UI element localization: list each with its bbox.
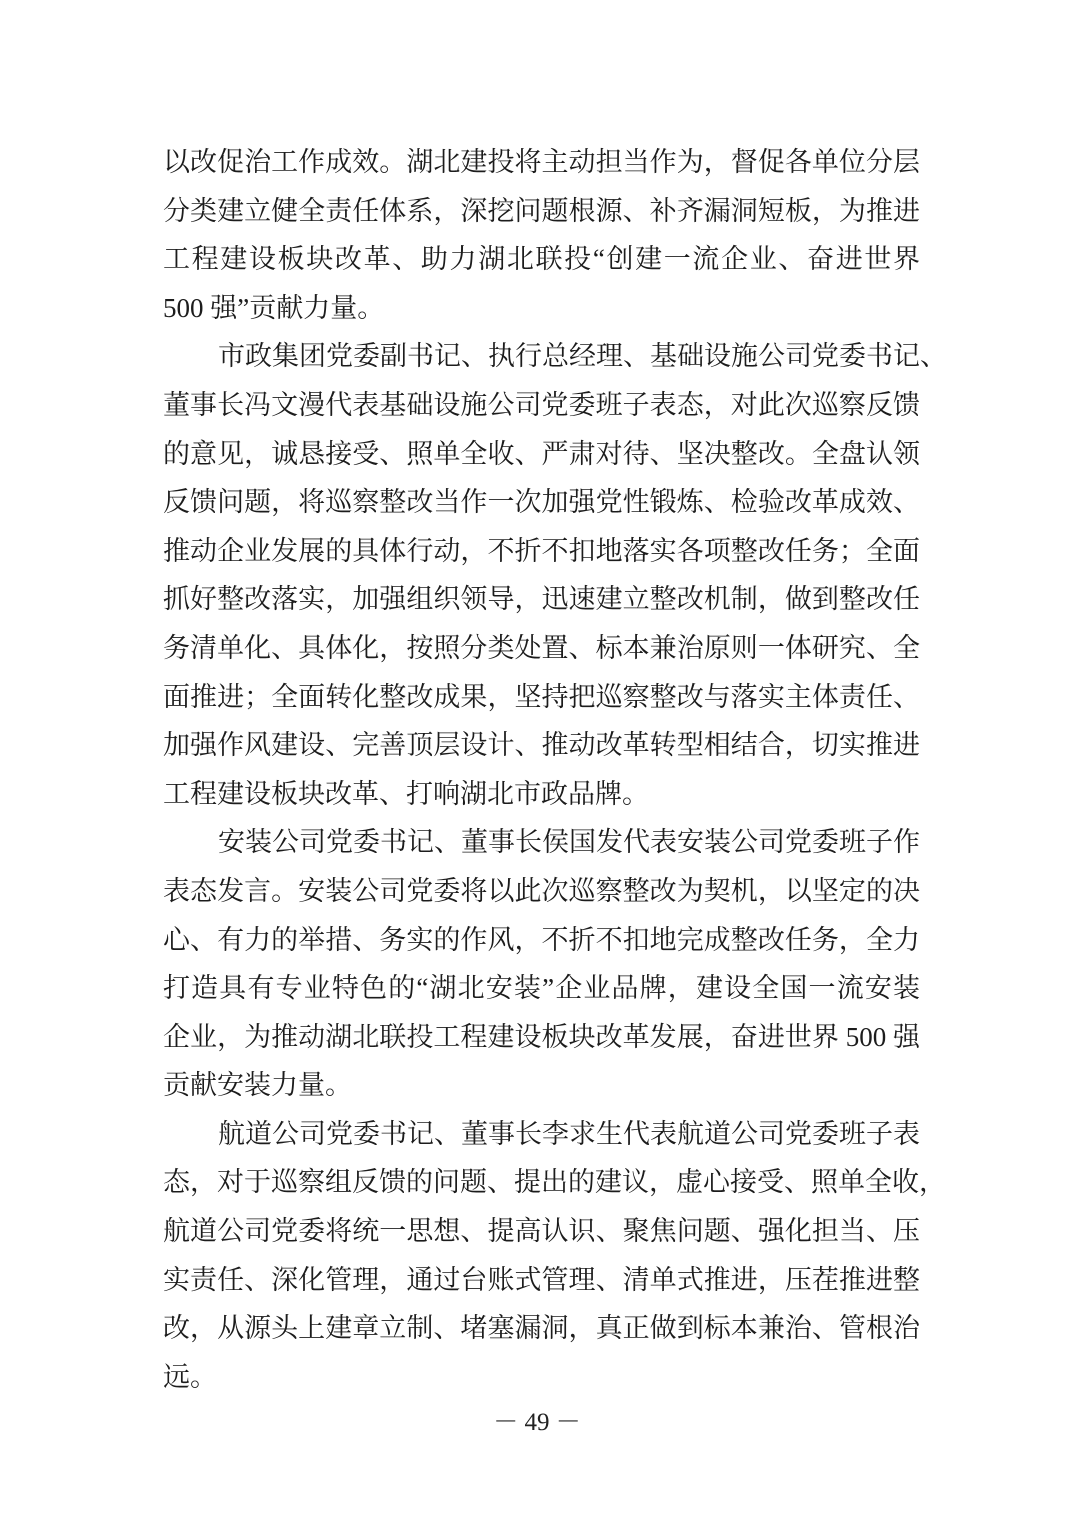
text-line: 改，从源头上建章立制、堵塞漏洞，真正做到标本兼治、管根治 [163,1313,920,1344]
text-line: 心、有力的举措、务实的作风，不折不扣地完成整改任务，全力 [163,924,920,955]
page-number: － 49 － [493,1409,581,1436]
text-line: 加强作风建设、完善顶层设计、推动改革转型相结合，切实推进 [163,730,920,761]
text-line: 以改促治工作成效。湖北建投将主动担当作为，督促各单位分层 [163,147,920,177]
document-body [163,138,947,1401]
text-line: 工程建设板块改革、助力湖北联投“创建一流企业、奋进世界 [163,244,920,275]
text-line: 分类建立健全责任体系，深挖问题根源、补齐漏洞短板，为推进 [163,195,920,226]
text-line: 抓好整改落实，加强组织领导，迅速建立整改机制，做到整改任 [163,584,920,615]
text-line: 面推进；全面转化整改成果，坚持把巡察整改与落实主体责任、 [163,681,920,712]
text-line: 的意见，诚恳接受、照单全收、严肃对待、坚决整改。全盘认领 [163,438,920,469]
text-line: 表态发言。安装公司党委将以此次巡察整改为契机，以坚定的决 [163,875,920,906]
text-line: 企业，为推动湖北联投工程建设板块改革发展，奋进世界 500 强 [163,1021,920,1052]
text-line: 打造具有专业特色的“湖北安装”企业品牌，建设全国一流安装 [163,973,920,1004]
text-line: 市政集团党委副书记、执行总经理、基础设施公司党委书记、 [218,341,947,372]
text-line: 推动企业发展的具体行动，不折不扣地落实各项整改任务；全面 [163,535,920,566]
text-line: 工程建设板块改革、打响湖北市政品牌。 [163,778,649,809]
text-line: 务清单化、具体化，按照分类处置、标本兼治原则一体研究、全 [163,632,920,663]
text-line: 航道公司党委将统一思想、提高认识、聚焦问题、强化担当、压 [163,1216,920,1247]
text-line: 航道公司党委书记、董事长李求生代表航道公司党委班子表 [218,1118,920,1149]
text-line: 态，对于巡察组反馈的问题、提出的建议，虚心接受、照单全收， [163,1167,946,1198]
text-line: 安装公司党委书记、董事长侯国发代表安装公司党委班子作 [218,827,920,858]
text-line: 实责任、深化管理，通过台账式管理、清单式推进，压茬推进整 [163,1264,920,1295]
text-line: 贡献安装力量。 [163,1070,352,1101]
text-line: 董事长冯文漫代表基础设施公司党委班子表态，对此次巡察反馈 [163,389,920,420]
text-line: 反馈问题，将巡察整改当作一次加强党性锻炼、检验改革成效、 [163,487,920,518]
text-line: 500 强”贡献力量。 [163,292,385,323]
text-line: 远。 [163,1361,217,1392]
